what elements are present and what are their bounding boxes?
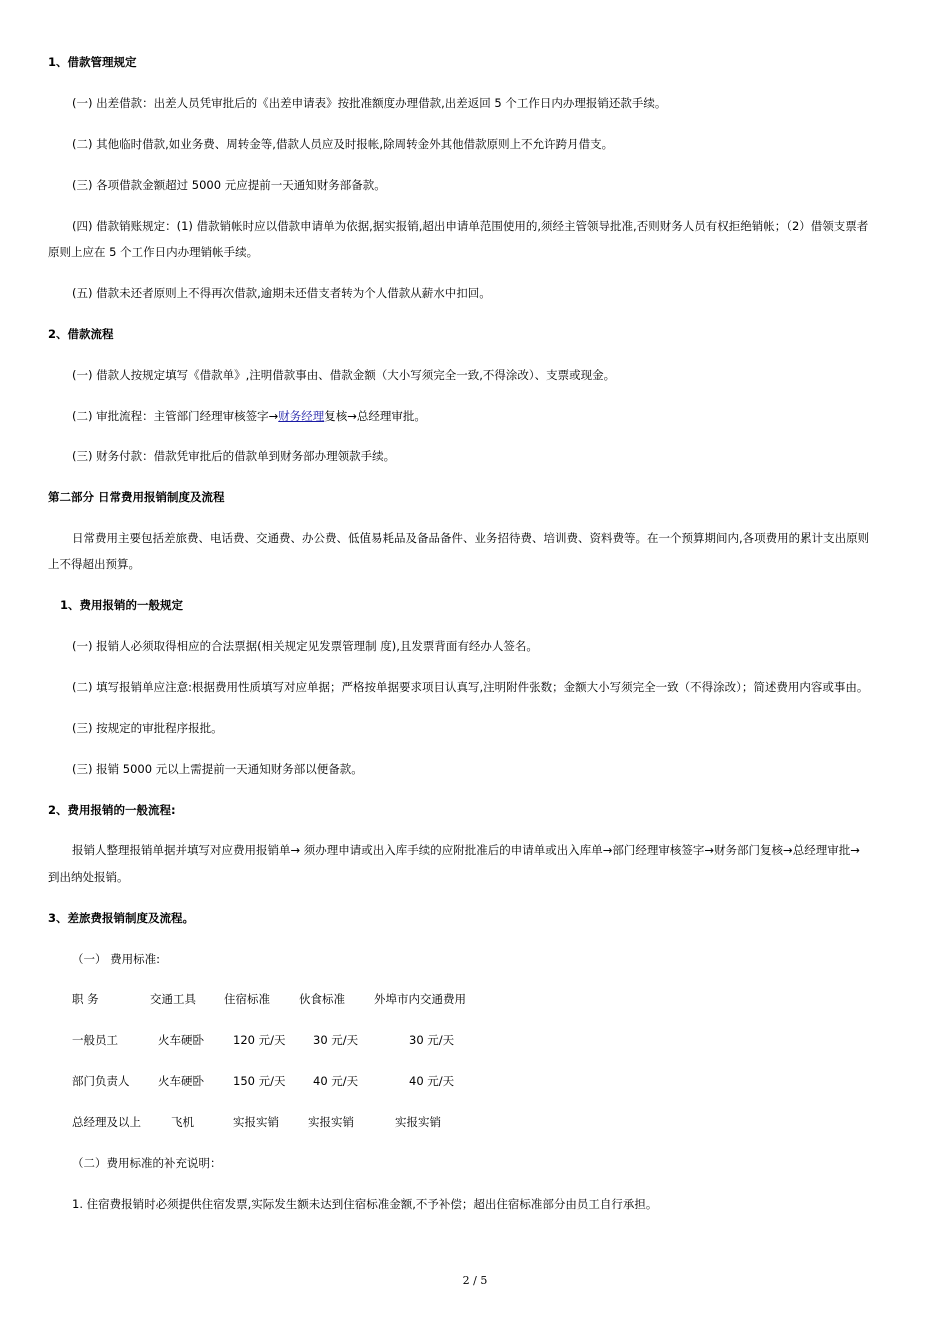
- table-cell: 40 元/天: [313, 1074, 359, 1088]
- paragraph: (四) 借款销账规定：(1) 借款销帐时应以借款申请单为依据,据实报销,超出申请单范围使用的,须经主管领导批准,否则财务人员有权拒绝销帐；（2）借领支票者: [72, 219, 869, 233]
- table-header-cell: 交通工具: [150, 992, 196, 1006]
- paragraph-continuation: 到出纳处报销。: [48, 870, 129, 884]
- table-cell: 实报实销: [308, 1115, 354, 1129]
- page-number: 2 / 5: [462, 1274, 488, 1287]
- text-span: 复核→总经理审批。: [324, 409, 426, 423]
- paragraph: (三) 财务付款：借款凭审批后的借款单到财务部办理领款手续。: [72, 449, 396, 463]
- table-cell: 150 元/天: [233, 1074, 286, 1088]
- paragraph: 报销人整理报销单据并填写对应费用报销单→ 须办理申请或出入库手续的应附批准后的申请单或出入库单→部门经理审核签字→财务部门复核→总经理审批→: [72, 843, 860, 857]
- table-cell: 120 元/天: [233, 1033, 286, 1047]
- table-cell: 实报实销: [233, 1115, 279, 1129]
- table-cell: 总经理及以上: [72, 1115, 141, 1129]
- section-title-loan-rules: 1、借款管理规定: [48, 55, 137, 69]
- paragraph-continuation: 原则上应在 5 个工作日内办理销帐手续。: [48, 245, 259, 259]
- paragraph: (一) 出差借款：出差人员凭审批后的《出差申请表》按批准额度办理借款,出差返回 5 个工作日内办理报销还款手续。: [72, 96, 667, 110]
- table-cell: 飞机: [171, 1115, 194, 1129]
- paragraph: 1. 住宿费报销时必须提供住宿发票,实际发生额未达到住宿标准金额,不予补偿；超出住宿标准部分由员工自行承担。: [72, 1197, 658, 1211]
- section-title-travel-expenses: 3、差旅费报销制度及流程。: [48, 911, 195, 925]
- text-span: (二) 审批流程：主管部门经理审核签字→: [72, 409, 279, 423]
- section-title-loan-process: 2、借款流程: [48, 327, 114, 341]
- table-cell: 30 元/天: [409, 1033, 455, 1047]
- paragraph: (三) 各项借款金额超过 5000 元应提前一天通知财务部备款。: [72, 178, 386, 192]
- table-header-cell: 住宿标准: [224, 992, 270, 1006]
- table-cell: 一般员工: [72, 1033, 118, 1047]
- subheading-supplement: （二）费用标准的补充说明：: [72, 1156, 222, 1170]
- paragraph: (一) 借款人按规定填写《借款单》,注明借款事由、借款金额（大小写须完全一致,不得涂改）、支票或现金。: [72, 368, 616, 382]
- table-cell: 30 元/天: [313, 1033, 359, 1047]
- paragraph: (五) 借款未还者原则上不得再次借款,逾期未还借支者转为个人借款从薪水中扣回。: [72, 286, 491, 300]
- section-title-reimbursement-process: 2、费用报销的一般流程:: [48, 803, 176, 817]
- paragraph: 日常费用主要包括差旅费、电话费、交通费、办公费、低值易耗品及备品备件、业务招待费、培训费、资料费等。在一个预算期间内,各项费用的累计支出原则: [72, 531, 870, 545]
- table-cell: 火车硬卧: [158, 1074, 204, 1088]
- paragraph: (二) 其他临时借款,如业务费、周转金等,借款人员应及时报帐,除周转金外其他借款原则上不允许跨月借支。: [72, 137, 614, 151]
- section-title-reimbursement-rules: 1、费用报销的一般规定: [60, 598, 184, 612]
- paragraph: (三) 按规定的审批程序报批。: [72, 721, 223, 735]
- table-header-cell: 外埠市内交通费用: [374, 992, 466, 1006]
- table-cell: 40 元/天: [409, 1074, 455, 1088]
- paragraph: (二) 填写报销单应注意:根据费用性质填写对应单据；严格按单据要求项目认真写,注明附件张数；金额大小写须完全一致（不得涂改）；简述费用内容或事由。: [72, 680, 869, 694]
- table-cell: 实报实销: [395, 1115, 441, 1129]
- table-cell: 火车硬卧: [158, 1033, 204, 1047]
- table-header-cell: 伙食标准: [299, 992, 345, 1006]
- paragraph: (一) 报销人必须取得相应的合法票据(相关规定见发票管理制 度),且发票背面有经办人签名。: [72, 639, 538, 653]
- paragraph-approval-flow: [72, 408, 426, 424]
- table-header-cell: 职 务: [72, 992, 99, 1006]
- paragraph: (三) 报销 5000 元以上需提前一天通知财务部以便备款。: [72, 762, 363, 776]
- subheading-cost-standard: （一） 费用标准:: [72, 952, 161, 966]
- part-title: 第二部分 日常费用报销制度及流程: [48, 490, 225, 504]
- table-cell: 部门负责人: [72, 1074, 130, 1088]
- paragraph-continuation: 上不得超出预算。: [48, 557, 140, 571]
- finance-manager-link[interactable]: 财务经理: [278, 409, 325, 423]
